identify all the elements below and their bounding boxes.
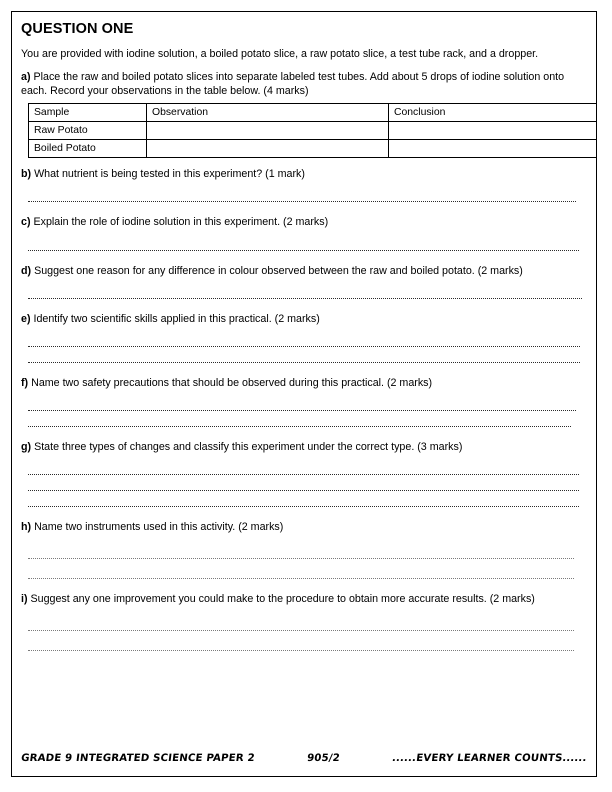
table-row xyxy=(29,122,598,140)
observations-table xyxy=(28,103,597,158)
part-g-label: g) xyxy=(21,440,32,453)
question-block-d xyxy=(21,264,585,310)
part-i-label: i) xyxy=(21,593,28,606)
answer-space xyxy=(21,491,585,506)
intro-paragraph: You are provided with iodine solution, a boiled potato slice, a raw potato slice, a test tube rack, and a dropper. xyxy=(21,47,539,60)
question-part-f xyxy=(21,376,585,390)
answer-space xyxy=(21,539,585,558)
part-b-text: What nutrient is being tested in this experiment? (1 mark) xyxy=(34,168,305,181)
answer-space xyxy=(21,507,585,518)
answer-space xyxy=(21,475,585,490)
footer-slogan: ......EVERY LEARNER COUNTS...... xyxy=(391,753,588,764)
part-g-text: State three types of changes and classify this experiment under the correct type. (3 marks) xyxy=(34,440,463,453)
cell-observation-boiled-potato[interactable] xyxy=(147,140,389,158)
answer-space xyxy=(21,631,585,650)
answer-space xyxy=(21,559,585,578)
answer-space xyxy=(21,395,585,410)
answer-space xyxy=(21,299,585,310)
part-e-label: e) xyxy=(21,312,31,325)
part-h-text: Name two instruments used in this activity. (2 marks) xyxy=(34,521,284,534)
answer-space xyxy=(21,611,585,630)
cell-sample-raw-potato: Raw Potato xyxy=(29,122,147,140)
answer-space xyxy=(21,331,585,346)
question-block-e xyxy=(21,312,585,374)
answer-space xyxy=(21,251,585,262)
answer-space xyxy=(21,363,585,374)
question-part-a xyxy=(21,70,585,98)
question-part-d xyxy=(21,264,585,278)
question-part-h xyxy=(21,520,585,534)
part-c-text: Explain the role of iodine solution in this experiment. (2 marks) xyxy=(33,216,329,229)
answer-space xyxy=(21,579,585,590)
answer-space xyxy=(21,427,585,438)
table-header-conclusion: Conclusion xyxy=(389,104,598,122)
question-part-i xyxy=(21,592,585,606)
page-title: QUESTION ONE xyxy=(21,21,134,37)
question-block-i xyxy=(21,592,585,651)
part-f-label: f) xyxy=(21,376,29,389)
question-block-f xyxy=(21,376,585,438)
part-d-label: d) xyxy=(21,264,32,277)
question-block-h xyxy=(21,520,585,590)
question-block-g xyxy=(21,440,585,518)
question-block-c xyxy=(21,215,585,261)
cell-sample-boiled-potato: Boiled Potato xyxy=(29,140,147,158)
question-part-c xyxy=(21,215,585,229)
question-part-g xyxy=(21,440,585,454)
part-c-label: c) xyxy=(21,216,31,229)
page-content xyxy=(12,12,596,653)
cell-conclusion-raw-potato[interactable] xyxy=(389,122,598,140)
answer-space xyxy=(21,235,585,250)
part-d-text: Suggest one reason for any difference in colour observed between the raw and boiled potato. (2 marks) xyxy=(34,264,523,277)
footer-paper-name: GRADE 9 INTEGRATED SCIENCE PAPER 2 xyxy=(20,753,256,764)
answer-space xyxy=(21,347,585,362)
part-a-text: Place the raw and boiled potato slices into separate labeled test tubes. Add about 5 drops of iodine solution onto each. Record your observations in the table below. (4 marks) xyxy=(21,71,565,98)
answer-space xyxy=(21,459,585,474)
footer-paper-code: 905/2 xyxy=(305,753,341,764)
answer-space xyxy=(21,283,585,298)
part-a-label: a) xyxy=(21,71,31,84)
part-e-text: Identify two scientific skills applied in this practical. (2 marks) xyxy=(33,312,320,325)
table-row xyxy=(29,140,598,158)
part-i-text: Suggest any one improvement you could make to the procedure to obtain more accurate results. (2 marks) xyxy=(30,593,535,606)
table-header-observation: Observation xyxy=(147,104,389,122)
table-header-sample: Sample xyxy=(29,104,147,122)
question-part-e xyxy=(21,312,585,326)
question-block-b xyxy=(21,167,585,213)
answer-space xyxy=(21,186,585,201)
cell-conclusion-boiled-potato[interactable] xyxy=(389,140,598,158)
answer-space xyxy=(21,411,585,426)
page-border-frame xyxy=(11,11,597,777)
question-part-b xyxy=(21,167,585,181)
table-header-row xyxy=(29,104,598,122)
part-h-label: h) xyxy=(21,521,32,534)
answer-space xyxy=(21,202,585,213)
page-footer xyxy=(21,753,587,764)
part-b-label: b) xyxy=(21,168,32,181)
answer-line-i-2[interactable] xyxy=(28,650,574,651)
part-f-text: Name two safety precautions that should be observed during this practical. (2 marks) xyxy=(31,376,433,389)
cell-observation-raw-potato[interactable] xyxy=(147,122,389,140)
